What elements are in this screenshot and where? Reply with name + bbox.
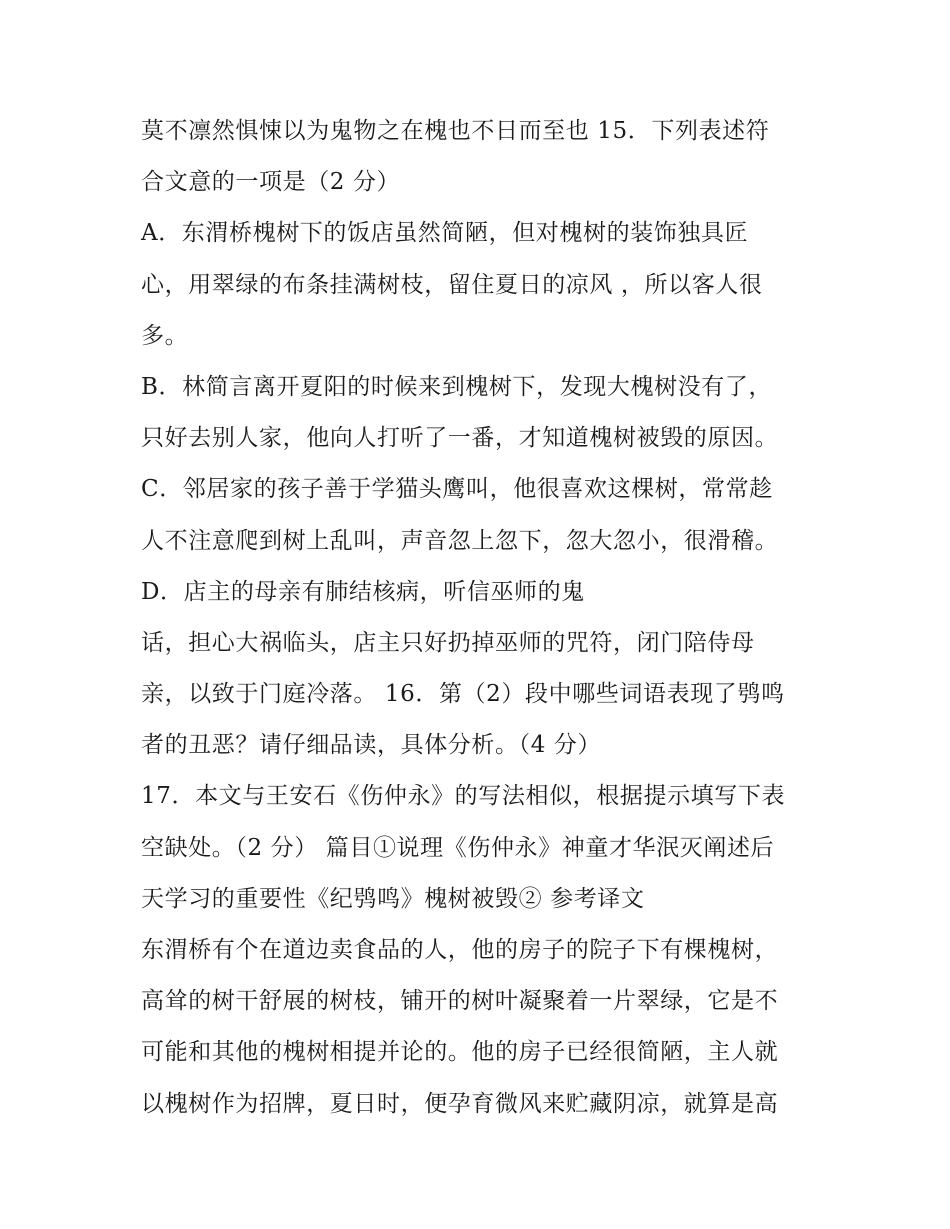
text-line: 高耸的树干舒展的树枝，铺开的树叶凝聚着一片翠绿，它是不 <box>141 988 779 1015</box>
text-line: 东渭桥有个在道边卖食品的人，他的房子的院子下有棵槐树， <box>141 937 779 963</box>
text-line: 合文意的一项是（2 分） <box>141 169 401 196</box>
text-line: 17．本文与王安石《伤仲永》的写法相似，根据提示填写下表 <box>141 783 786 810</box>
text-line: 者的丑恶？请仔细品读，具体分析。（4 分） <box>141 732 602 759</box>
text-line: 可能和其他的槐树相提并论的。他的房子已经很简陋，主人就 <box>141 1039 779 1066</box>
text-line: 人不注意爬到树上乱叫，声音忽上忽下，忽大忽小，很滑稽。 <box>141 527 779 554</box>
text-line: 以槐树作为招牌，夏日时，便孕育微风来贮藏阴凉，就算是高 <box>141 1090 779 1117</box>
text-line: 天学习的重要性《纪鸮鸣》槐树被毁② 参考译文 <box>141 885 645 912</box>
text-line: C．邻居家的孩子善于学猫头鹰叫，他很喜欢这棵树，常常趁 <box>141 476 773 503</box>
text-line: B．林简言离开夏阳的时候来到槐树下，发现大槐树没有了， <box>141 373 773 400</box>
text-line: 空缺处。（2 分） 篇目①说理《伤仲永》神童才华泯灭阐述后 <box>141 834 775 861</box>
body-text <box>141 106 821 1130</box>
text-line: 亲，以致于门庭冷落。 16．第（2）段中哪些词语表现了鸮鸣 <box>141 681 785 708</box>
text-line: 话，担心大祸临头，店主只好扔掉巫师的咒符，闭门陪侍母 <box>141 629 755 656</box>
text-line: 只好去别人家，他向人打听了一番，才知道槐树被毁的原因。 <box>141 425 779 452</box>
text-line: 莫不凛然惧悚以为鬼物之在槐也不日而至也 15．下列表述符 <box>141 118 770 144</box>
text-line: 多。 <box>141 322 189 349</box>
text-line: 心，用翠绿的布条挂满树枝，留住夏日的凉风 ，所以客人很 <box>141 271 763 298</box>
text-line: A．东渭桥槐树下的饭店虽然简陋，但对槐树的装饰独具匠 <box>141 220 749 247</box>
text-line: D．店主的母亲有肺结核病，听信巫师的鬼 <box>141 578 585 605</box>
